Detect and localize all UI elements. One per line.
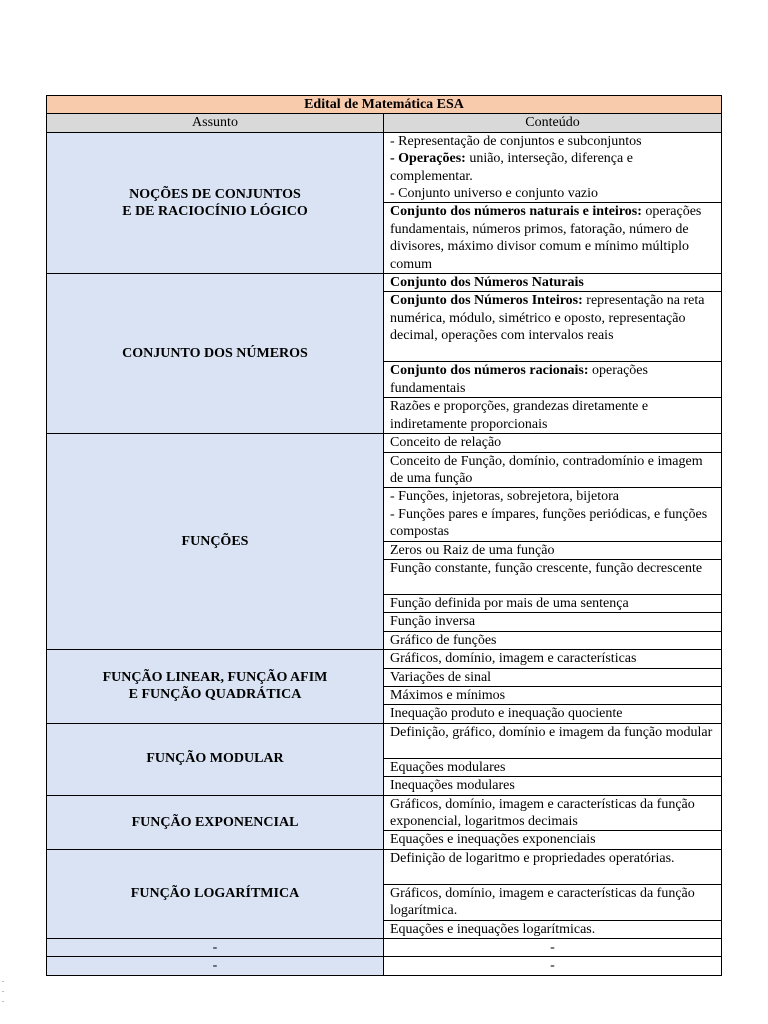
content-line: - Representação de conjuntos e subconjuntos <box>390 133 642 149</box>
content-cell: Gráficos, domínio, imagem e características <box>384 650 722 668</box>
subject-funcao-linear-afim-quadratica <box>47 650 384 724</box>
header-row <box>47 114 722 132</box>
empty-subject: - <box>47 957 384 975</box>
subject-funcao-exponencial: FUNÇÃO EXPONENCIAL <box>47 795 384 849</box>
content-bold: Conjunto dos Números Inteiros: <box>390 293 583 309</box>
content-cell <box>384 362 722 398</box>
table-row <box>47 939 722 957</box>
content-cell <box>384 203 722 274</box>
empty-content: - <box>384 957 722 975</box>
table-row <box>47 795 722 831</box>
subject-line: NOÇÕES DE CONJUNTOS <box>129 186 301 202</box>
empty-subject: - <box>47 939 384 957</box>
edital-table <box>46 95 722 976</box>
content-text: união, interseção, diferença e complementar. <box>390 151 633 184</box>
table-row <box>47 723 722 758</box>
content-cell: Equações e inequações logarítmicas. <box>384 920 722 938</box>
content-cell: Função constante, função crescente, função decrescente <box>384 559 722 594</box>
subject-funcao-logaritmica: FUNÇÃO LOGARÍTMICA <box>47 849 384 938</box>
content-cell: Gráficos, domínio, imagem e características da função logarítmica. <box>384 884 722 920</box>
header-conteudo: Conteúdo <box>384 114 722 132</box>
content-cell <box>384 274 722 292</box>
table-row <box>47 274 722 292</box>
content-cell: Variações de sinal <box>384 668 722 686</box>
subject-line: FUNÇÃO LINEAR, FUNÇÃO AFIM <box>102 670 328 686</box>
content-cell: Gráficos, domínio, imagem e características da função exponencial, logaritmos decimais <box>384 795 722 831</box>
table-row <box>47 434 722 452</box>
content-cell: Conceito de relação <box>384 434 722 452</box>
content-line: - Funções, injetoras, sobrejetora, bijetora <box>390 489 619 505</box>
content-cell: Definição de logaritmo e propriedades operatórias. <box>384 849 722 884</box>
content-bold: Conjunto dos Números Naturais <box>390 275 584 291</box>
subject-line: E DE RACIOCÍNIO LÓGICO <box>122 203 308 219</box>
content-cell <box>384 292 722 362</box>
content-cell: Zeros ou Raiz de uma função <box>384 541 722 559</box>
table-row <box>47 849 722 884</box>
content-cell: Inequações modulares <box>384 777 722 795</box>
content-cell: Definição, gráfico, domínio e imagem da função modular <box>384 723 722 758</box>
subject-line: E FUNÇÃO QUADRÁTICA <box>128 687 302 703</box>
content-bold: Conjunto dos números racionais: <box>390 363 589 379</box>
content-cell: Função definida por mais de uma sentença <box>384 594 722 612</box>
content-text: operações fundamentais, números primos, fatoração, número de divisores, máximo divisor comum e mínimo múltiplo comum <box>390 204 702 272</box>
content-cell: Máximos e mínimos <box>384 686 722 704</box>
content-line <box>390 150 715 185</box>
title-row <box>47 96 722 114</box>
empty-content: - <box>384 939 722 957</box>
content-text: operações fundamentais <box>390 363 648 396</box>
table-title: Edital de Matemática ESA <box>47 96 722 114</box>
subject-nocoes-conjuntos <box>47 132 384 273</box>
content-bold: Conjunto dos números naturais e inteiros: <box>390 204 642 220</box>
table-row <box>47 132 722 203</box>
content-cell: Gráfico de funções <box>384 631 722 649</box>
content-line: - Funções pares e ímpares, funções periódicas, e funções compostas <box>390 506 708 540</box>
content-cell <box>384 488 722 541</box>
subject-funcoes: FUNÇÕES <box>47 434 384 650</box>
margin-marks: . . . <box>2 975 4 1004</box>
content-line: - Conjunto universo e conjunto vazio <box>390 186 599 202</box>
content-cell: Inequação produto e inequação quociente <box>384 705 722 723</box>
content-cell: Equações e inequações exponenciais <box>384 831 722 849</box>
table-row <box>47 957 722 975</box>
content-cell: Conceito de Função, domínio, contradomínio e imagem de uma função <box>384 452 722 488</box>
content-bold: - Operações: <box>390 151 466 167</box>
subject-funcao-modular: FUNÇÃO MODULAR <box>47 723 384 795</box>
content-cell: Função inversa <box>384 613 722 631</box>
header-assunto: Assunto <box>47 114 384 132</box>
subject-conjunto-numeros: CONJUNTO DOS NÚMEROS <box>47 274 384 434</box>
content-cell <box>384 132 722 203</box>
content-text: representação na reta numérica, módulo, simétrico e oposto, representação decimal, operações com intervalos reais <box>390 293 705 344</box>
content-cell: Razões e proporções, grandezas diretamente e indiretamente proporcionais <box>384 398 722 434</box>
table-row <box>47 650 722 668</box>
content-cell: Equações modulares <box>384 758 722 776</box>
